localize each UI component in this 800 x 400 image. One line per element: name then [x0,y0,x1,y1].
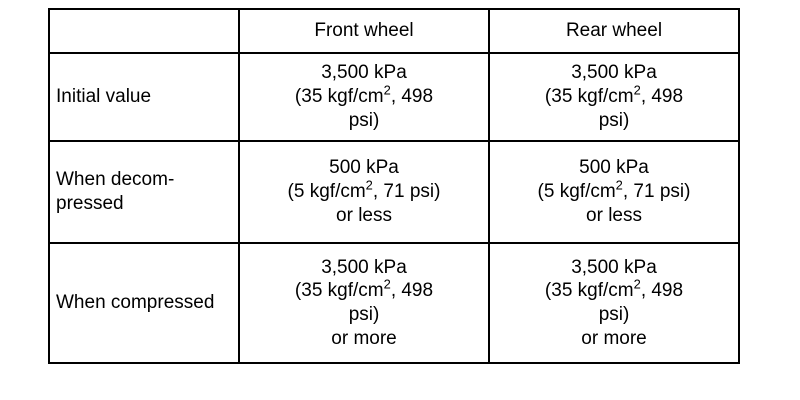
value-line: 3,500 kPa [321,62,407,84]
table-row [49,243,739,363]
table-row [49,141,739,243]
cell-compressed-rear [489,243,739,363]
cell-initial-value-front [239,53,489,141]
value-line: 500 kPa [329,157,399,179]
value-line: or more [331,327,397,349]
value-line: 3,500 kPa [571,256,657,278]
row-label-initial-value: Initial value [49,53,239,141]
value-line: (35 kgf/$cm^2$, 498 [544,276,684,302]
value-line: 3,500 kPa [321,256,407,278]
row-label-when-compressed: When compressed [49,243,239,363]
value-line: psi) [348,304,380,325]
value-line: psi) [598,304,630,325]
cell-decompressed-rear [489,141,739,243]
value-line: (5 kgf/$cm^2$, 71 psi) [537,177,691,203]
value-line: psi) [598,109,630,131]
value-line: 3,500 kPa [571,62,657,84]
tire-pressure-table [48,8,740,364]
value-line: or less [336,204,392,226]
table-header-row [49,9,739,53]
value-line: 500 kPa [579,157,649,179]
cell-initial-value-rear [489,53,739,141]
cell-compressed-front [239,243,489,363]
value-line: (35 kgf/$cm^2$, 498 [544,82,684,108]
value-line: or less [586,204,642,226]
value-line: psi) [348,109,380,131]
row-label-when-decompressed: When decom- pressed [49,141,239,243]
value-line: (35 kgf/$cm^2$, 498 [294,276,434,302]
value-line: (35 kgf/$cm^2$, 498 [294,82,434,108]
column-header-front-wheel: Front wheel [239,9,489,53]
value-line: or more [581,327,647,349]
value-line: (5 kgf/$cm^2$, 71 psi) [287,177,441,203]
table-row [49,53,739,141]
table-corner-cell [49,9,239,53]
column-header-rear-wheel: Rear wheel [489,9,739,53]
cell-decompressed-front [239,141,489,243]
